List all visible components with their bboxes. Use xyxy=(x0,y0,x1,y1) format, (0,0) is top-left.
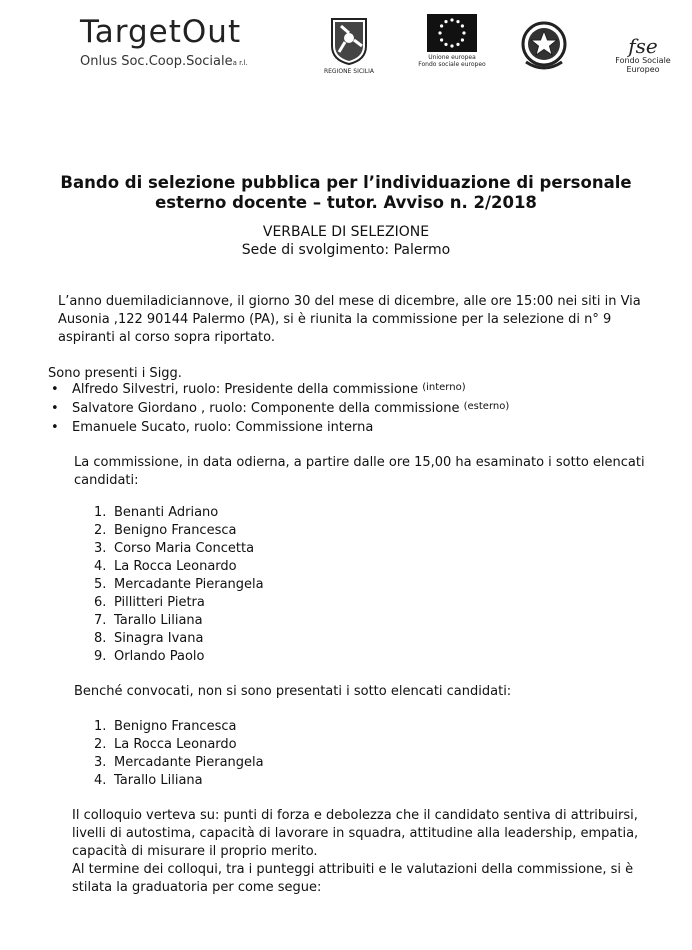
item-number: 2. xyxy=(94,737,107,752)
candidate-name: Benigno Francesca xyxy=(114,523,237,538)
list-item xyxy=(94,736,264,754)
members-list xyxy=(48,381,509,437)
member-note: (esterno) xyxy=(463,401,510,412)
brand-name: TargetOut xyxy=(80,14,242,50)
list-item xyxy=(94,718,264,736)
list-item xyxy=(94,504,264,522)
candidate-name: La Rocca Leonardo xyxy=(114,559,237,574)
star-emblem-icon xyxy=(518,16,570,76)
candidate-name: Benigno Francesca xyxy=(114,719,237,734)
candidates-list xyxy=(94,504,264,666)
closing-paragraph: Al termine dei colloqui, tra i punteggi attribuiti e le valutazioni della commissione, si è stilata la graduatoria per come segue: xyxy=(72,862,634,895)
candidate-name: Orlando Paolo xyxy=(114,649,205,664)
list-item xyxy=(94,754,264,772)
list-item xyxy=(94,594,264,612)
document-title xyxy=(0,173,692,213)
sicilia-caption: REGIONE SICILIA xyxy=(323,68,375,75)
fse-mark-icon: fse xyxy=(628,34,658,58)
member-text: Salvatore Giordano , ruolo: Componente della commissione xyxy=(72,401,464,416)
document-subtitle xyxy=(0,223,692,259)
list-item xyxy=(94,772,264,790)
candidate-name: Tarallo Liliana xyxy=(114,613,203,628)
member-item xyxy=(48,419,509,437)
candidate-name: Sinagra Ivana xyxy=(114,631,204,646)
subtitle-line-1: VERBALE DI SELEZIONE xyxy=(262,224,430,240)
item-number: 7. xyxy=(94,613,107,628)
member-note: (interno) xyxy=(422,382,466,393)
candidate-name: Corso Maria Concetta xyxy=(114,541,255,556)
list-item xyxy=(94,612,264,630)
member-item xyxy=(48,381,509,400)
candidate-name: Mercadante Pierangela xyxy=(114,577,264,592)
item-number: 1. xyxy=(94,719,107,734)
list-item xyxy=(94,630,264,648)
targetout-logo xyxy=(80,14,248,69)
item-number: 1. xyxy=(94,505,107,520)
member-text: Alfredo Silvestri, ruolo: Presidente della commissione xyxy=(72,382,423,397)
subtitle-line-2: Sede di svolgimento: Palermo xyxy=(241,242,451,258)
list-item xyxy=(94,576,264,594)
fse-caption: Fondo Sociale Europeo xyxy=(615,56,671,74)
eu-stars-icon xyxy=(427,14,477,52)
letterhead xyxy=(0,0,692,110)
absent-list xyxy=(94,718,264,790)
item-number: 3. xyxy=(94,541,107,556)
title-line-2: esterno docente – tutor. Avviso n. 2/2018 xyxy=(155,193,537,212)
closing-section xyxy=(72,807,666,897)
eu-caption-2: Fondo sociale europeo xyxy=(418,61,486,68)
list-item xyxy=(94,558,264,576)
list-item xyxy=(94,522,264,540)
interview-paragraph: Il colloquio verteva su: punti di forza e debolezza che il candidato sentiva di attribuirsi, livelli di autostima, capacità di lavorare in squadra, attitudine alla leadership, empatia, capacità di misurare il proprio merito. xyxy=(72,808,639,859)
member-text: Emanuele Sucato, ruolo: Commissione interna xyxy=(72,420,374,435)
member-item xyxy=(48,400,509,419)
item-number: 2. xyxy=(94,523,107,538)
candidate-name: La Rocca Leonardo xyxy=(114,737,237,752)
eu-flag-logo xyxy=(416,14,488,68)
absent-paragraph: Benché convocati, non si sono presentati i sotto elencati candidati: xyxy=(74,684,512,699)
brand-sub-suffix: a r.l. xyxy=(232,59,248,67)
brand-sub-text: Onlus Soc.Coop.Sociale xyxy=(80,54,233,69)
list-item xyxy=(94,648,264,666)
trinacria-shield-icon xyxy=(329,16,369,66)
list-item xyxy=(94,540,264,558)
presenti-label: Sono presenti i Sigg. xyxy=(48,366,182,381)
item-number: 4. xyxy=(94,773,107,788)
candidate-name: Tarallo Liliana xyxy=(114,773,203,788)
fse-logo xyxy=(600,36,686,74)
intro-paragraph: L’anno duemiladiciannove, il giorno 30 del mese di dicembre, alle ore 15:00 nei siti in Via Ausonia ,122 90144 Palermo (PA), si è riunita la commissione per la selezione di n° 9 aspiranti al corso sopra riportato. xyxy=(58,294,641,345)
item-number: 5. xyxy=(94,577,107,592)
regione-sicilia-logo xyxy=(322,16,376,75)
exam-paragraph: La commissione, in data odierna, a partire dalle ore 15,00 ha esaminato i sotto elencati candidati: xyxy=(74,455,645,488)
candidate-name: Mercadante Pierangela xyxy=(114,755,264,770)
item-number: 6. xyxy=(94,595,107,610)
item-number: 3. xyxy=(94,755,107,770)
candidate-name: Pillitteri Pietra xyxy=(114,595,205,610)
item-number: 8. xyxy=(94,631,107,646)
brand-subtitle xyxy=(80,54,248,69)
item-number: 9. xyxy=(94,649,107,664)
repubblica-italiana-emblem xyxy=(516,16,572,78)
eu-caption-1: Unione europea xyxy=(428,54,476,61)
title-line-1: Bando di selezione pubblica per l’individuazione di personale xyxy=(60,173,632,192)
item-number: 4. xyxy=(94,559,107,574)
candidate-name: Benanti Adriano xyxy=(114,505,219,520)
